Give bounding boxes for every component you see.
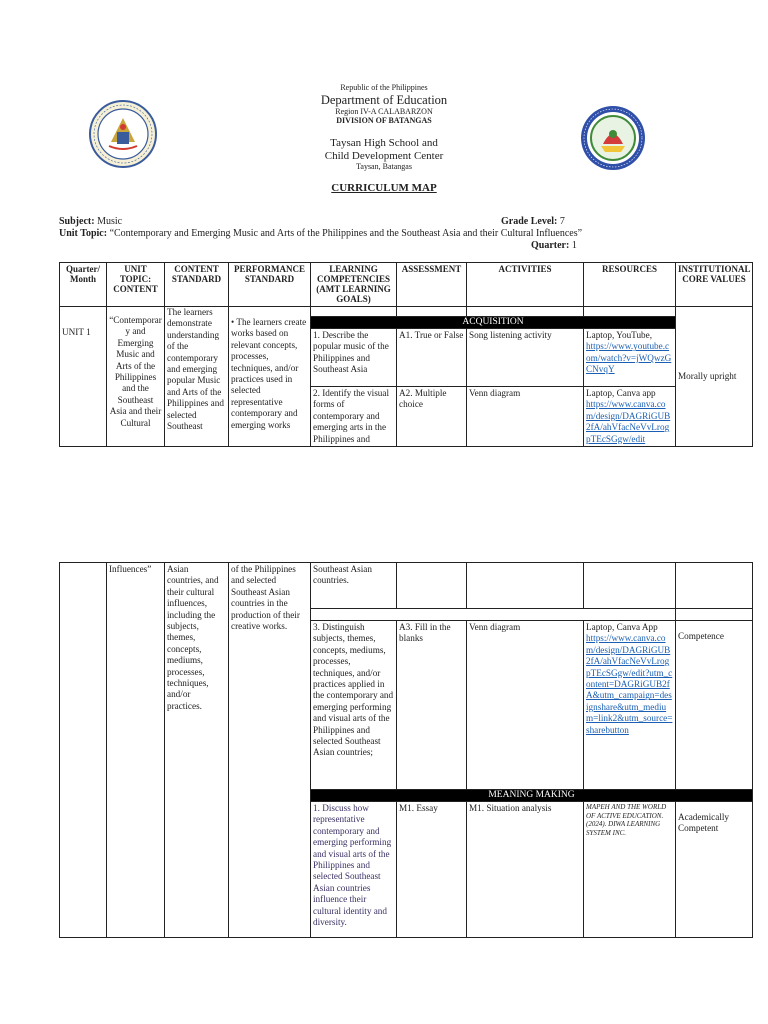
core-value-cell: Academically Competent (676, 802, 753, 938)
competency-cell: 1. Discuss how representative contemporary and emerging performing and visual arts of the Philippines and selected Southeast Asian countries influence their cultural identity and diversity. (311, 802, 397, 938)
resource-cell (584, 621, 676, 790)
division-line: DIVISION OF BATANGAS (336, 116, 432, 125)
region-line: Region IV-A CALABARZON (335, 107, 433, 116)
header-content-standard: CONTENT STANDARD (165, 263, 229, 307)
resource-cell (584, 329, 676, 387)
core-value-cell: Competence (676, 621, 753, 790)
activity-cell-cont (467, 563, 584, 609)
quarter-value: 1 (571, 240, 577, 251)
resource-cell-cont (584, 563, 676, 609)
table-row (60, 563, 753, 609)
subject-line (59, 216, 122, 227)
performance-standard-cell-cont: of the Philippines and selected Southeast Asian countries in the production of their creative works. (229, 563, 311, 938)
spacer-cell (584, 307, 676, 317)
spacer-cell (676, 609, 753, 621)
assessment-cell: A2. Multiple choice (397, 387, 467, 447)
meaning-making-band: MEANING MAKING (311, 790, 753, 802)
competency-cell-cont: Southeast Asian countries. (311, 563, 397, 609)
spacer-row (60, 307, 753, 317)
unit-topic-label: Unit Topic: (59, 228, 108, 239)
spacer-cell (397, 307, 467, 317)
header-activities: ACTIVITIES (467, 263, 584, 307)
grade-label: Grade Level: (501, 216, 558, 227)
grade-value: 7 (559, 216, 565, 227)
spacer-cell (311, 307, 397, 317)
republic-line: Republic of the Philippines (340, 83, 428, 92)
canva-share-link[interactable]: https://www.canva.com/design/DAGRiGUB2fA/ahVfacNeVvLrogpTEcSGgw/edit?utm_content=DAGRiGUB2fA&utm_campaign=designshare&utm_medium=link2&utm_source=sharebutton (586, 633, 673, 735)
subject-label: Subject: (59, 216, 95, 227)
table-header-row (60, 263, 753, 307)
acquisition-band: ACQUISITION (311, 317, 676, 329)
unit-topic-line (59, 228, 759, 239)
school-location: Taysan, Batangas (356, 162, 412, 171)
quarter-line (531, 240, 577, 251)
content-standard-cell: The learners demonstrate understanding of the contemporary and emerging popular Music and Arts of the Philippines and selected Southeast (165, 307, 229, 447)
unit-topic-cell-cont: Influences” (107, 563, 165, 938)
quarter-label: Quarter: (531, 240, 570, 251)
competency-cell: 3. Distinguish subjects, themes, concepts, mediums, processes, techniques, and/or practices applied in the contemporary and emerging performing and visual arts of the Philippines and selected Southeast Asian countries; (311, 621, 397, 790)
activity-cell: M1. Situation analysis (467, 802, 584, 938)
header-quarter-month: Quarter/ Month (60, 263, 107, 307)
spacer-cell (467, 307, 584, 317)
activity-cell: Venn diagram (467, 621, 584, 790)
assessment-cell: A3. Fill in the blanks (397, 621, 467, 790)
resource-cell (584, 387, 676, 447)
header-core-values: INSTITUTIONAL CORE VALUES (676, 263, 753, 307)
header-resources: RESOURCES (584, 263, 676, 307)
department-name: Department of Education (320, 93, 448, 107)
quarter-cell-cont (60, 563, 107, 938)
curriculum-table-page1 (59, 262, 753, 447)
resource-text: Laptop, Canva app (586, 388, 656, 398)
core-value-cell-cont (676, 563, 753, 609)
school-name-line1: Taysan High School and (330, 137, 438, 149)
spacer-cell (311, 609, 676, 621)
assessment-cell-cont (397, 563, 467, 609)
performance-standard-cell: • The learners create works based on relevant concepts, processes, techniques, and/or practices used in selected representative contemporary and emerging works (229, 307, 311, 447)
assessment-cell: A1. True or False (397, 329, 467, 387)
youtube-link[interactable]: https://www.youtube.com/watch?v=jWQwzGCNvqY (586, 341, 672, 375)
header-unit-topic: UNIT TOPIC: CONTENT (107, 263, 165, 307)
resource-text: Laptop, Canva App (586, 622, 658, 632)
grade-line (501, 216, 565, 227)
school-name-line2: Child Development Center (324, 150, 444, 162)
canva-link[interactable]: https://www.canva.com/design/DAGRiGUB2fA/ahVfacNeVvLrogpTEcSGgw/edit (586, 399, 671, 444)
unit-topic-value: “Contemporary and Emerging Music and Arts of the Philippines and the Southeast Asia and their Cultural Influences” (109, 228, 583, 239)
document-title: CURRICULUM MAP (331, 182, 437, 194)
curriculum-table-page2 (59, 562, 753, 938)
header-learning-competencies: LEARNING COMPETENCIES (AMT LEARNING GOALS) (311, 263, 397, 307)
resource-cell: MAPEH AND THE WORLD OF ACTIVE EDUCATION. (2024). DIWA LEARNING SYSTEM INC. (584, 802, 676, 938)
header-performance-standard: PERFORMANCE STANDARD (229, 263, 311, 307)
content-standard-cell-cont: Asian countries, and their cultural influences, including the subjects, themes, concepts, mediums, processes, techniques, and/or practices. (165, 563, 229, 938)
header-assessment: ASSESSMENT (397, 263, 467, 307)
competency-cell: 1. Describe the popular music of the Philippines and Southeast Asia (311, 329, 397, 387)
competency-cell: 2. Identify the visual forms of contemporary and emerging arts in the Philippines and (311, 387, 397, 447)
unit-topic-cell: “Contemporary and Emerging Music and Arts of the Philippines and the Southeast Asia and their Cultural (107, 307, 165, 447)
assessment-cell: M1. Essay (397, 802, 467, 938)
activity-cell: Venn diagram (467, 387, 584, 447)
subject-value: Music (97, 216, 123, 227)
activity-cell: Song listening activity (467, 329, 584, 387)
quarter-cell: UNIT 1 (60, 307, 107, 447)
resource-text: Laptop, YouTube, (586, 330, 653, 340)
core-value-cell: Morally upright (676, 307, 753, 447)
